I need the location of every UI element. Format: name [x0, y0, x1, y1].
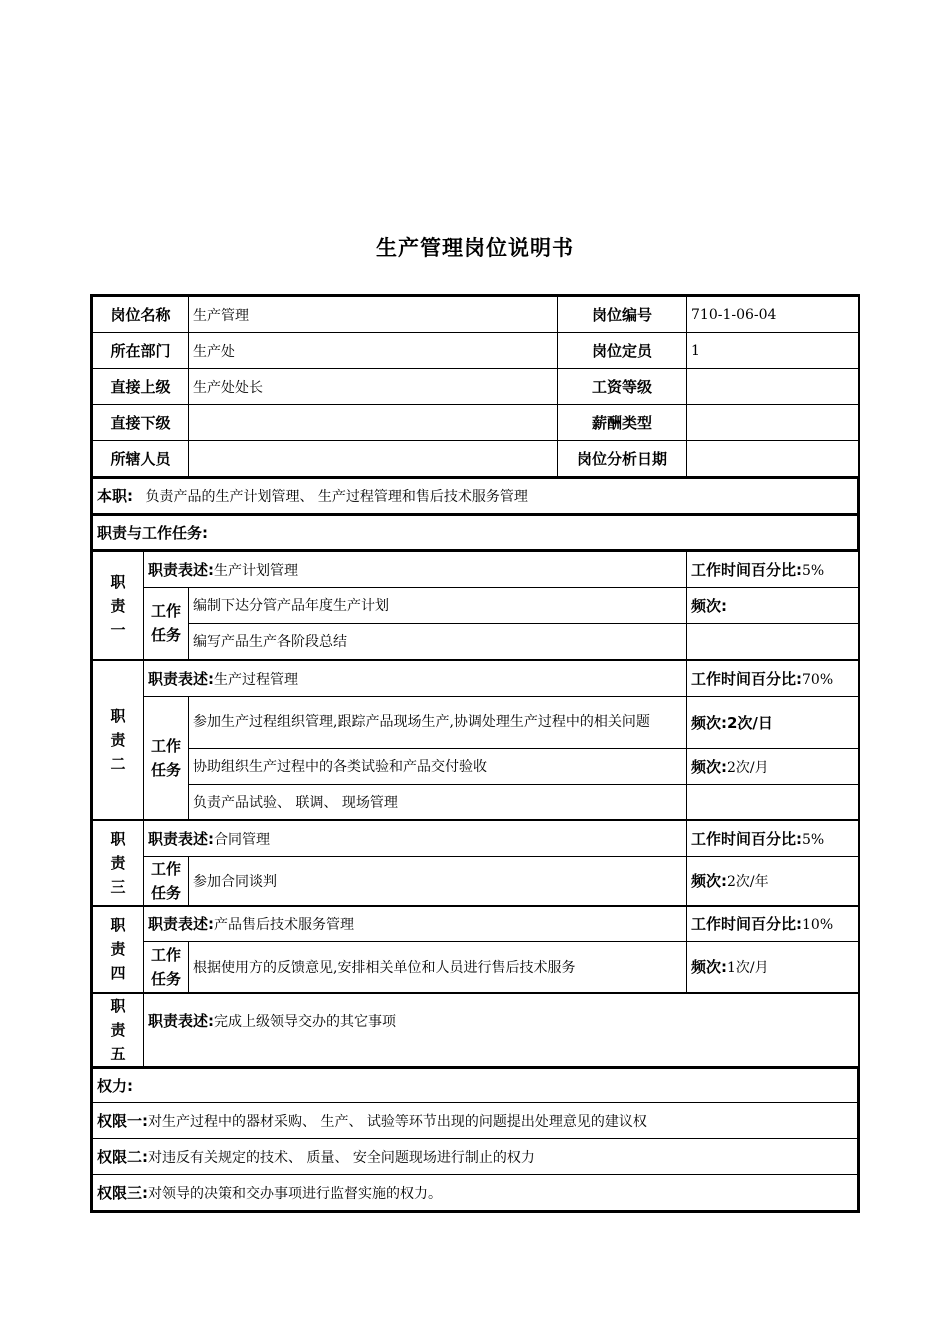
subordinate-label: 直接下级: [93, 405, 189, 441]
staff-label: 所辖人员: [93, 441, 189, 477]
superior-label: 直接上级: [93, 369, 189, 405]
salary-grade-label: 工资等级: [558, 369, 687, 405]
dept-label: 所在部门: [93, 333, 189, 369]
duty-2-task-3-freq: [687, 784, 859, 820]
duties-table: [92, 550, 859, 1067]
core-duty-label: 本职:: [97, 487, 133, 506]
duty-1-task-2: 编写产品生产各阶段总结: [189, 623, 687, 660]
duty-3-desc: 职责表述:合同管理: [144, 820, 687, 856]
power-header: 权力:: [93, 1068, 858, 1103]
core-duty-table: [92, 477, 858, 514]
duty-3-name: 职 责 三: [93, 820, 144, 906]
power-2: 权限二:对违反有关规定的技术、 质量、 安全问题现场进行制止的权力: [93, 1139, 858, 1175]
job-description-form: [90, 294, 860, 1213]
subordinate-value: [189, 405, 558, 441]
power-3: 权限三:对领导的决策和交办事项进行监督实施的权力。: [93, 1175, 858, 1211]
powers-table: [92, 1067, 858, 1212]
pay-type-value: [687, 405, 859, 441]
duty-4-task-label: 工作 任务: [144, 942, 189, 993]
headcount-label: 岗位定员: [558, 333, 687, 369]
dept-value: 生产处: [189, 333, 558, 369]
superior-value: 生产处处长: [189, 369, 558, 405]
duty-2-pct: 工作时间百分比:70%: [687, 660, 859, 696]
duty-5-desc: 职责表述:完成上级领导交办的其它事项: [144, 993, 859, 1067]
duty-3-task-1-freq: 频次:2次/年: [687, 856, 859, 906]
core-duty-text: 负责产品的生产计划管理、 生产过程管理和售后技术服务管理: [145, 489, 528, 506]
duty-1-pct: 工作时间百分比:5%: [687, 551, 859, 587]
headcount-value: 1: [687, 333, 859, 369]
duty-1-task-1: 编制下达分管产品年度生产计划: [189, 587, 687, 623]
duty-2-task-2: 协助组织生产过程中的各类试验和产品交付验收: [189, 748, 687, 784]
duties-header-table: [92, 514, 858, 551]
duty-3-task-label: 工作 任务: [144, 856, 189, 906]
page-title: 生产管理岗位说明书: [376, 236, 574, 260]
salary-grade-value: [687, 369, 859, 405]
duty-1-task-1-freq: 频次:: [687, 587, 859, 623]
duties-header: 职责与工作任务:: [93, 515, 858, 550]
duty-4-task-1: 根据使用方的反馈意见,安排相关单位和人员进行售后技术服务: [189, 942, 687, 993]
duty-1-desc: 职责表述:生产计划管理: [144, 551, 687, 587]
duty-3-pct: 工作时间百分比:5%: [687, 820, 859, 856]
duty-2-task-label: 工作 任务: [144, 696, 189, 820]
duty-1-task-2-freq: [687, 623, 859, 660]
duty-2-task-1-freq: 频次:2次/日: [687, 696, 859, 748]
staff-value: [189, 441, 558, 477]
basic-info-table: [92, 296, 859, 477]
duty-4-name: 职 责 四: [93, 906, 144, 993]
analysis-date-label: 岗位分析日期: [558, 441, 687, 477]
job-name-value: 生产管理: [189, 297, 558, 333]
duty-1-name: 职 责 一: [93, 551, 144, 660]
job-name-label: 岗位名称: [93, 297, 189, 333]
duty-3-task-1: 参加合同谈判: [189, 856, 687, 906]
duty-4-pct: 工作时间百分比:10%: [687, 906, 859, 942]
duty-1-task-label: 工作 任务: [144, 587, 189, 660]
job-code-label: 岗位编号: [558, 297, 687, 333]
duty-4-task-1-freq: 频次:1次/月: [687, 942, 859, 993]
duty-2-task-1: 参加生产过程组织管理,跟踪产品现场生产,协调处理生产过程中的相关问题: [189, 696, 687, 748]
duty-2-desc: 职责表述:生产过程管理: [144, 660, 687, 696]
duty-2-name: 职 责 二: [93, 660, 144, 820]
duty-4-desc: 职责表述:产品售后技术服务管理: [144, 906, 687, 942]
pay-type-label: 薪酬类型: [558, 405, 687, 441]
job-code-value: 710-1-06-04: [687, 297, 859, 333]
power-1: 权限一:对生产过程中的器材采购、 生产、 试验等环节出现的问题提出处理意见的建议权: [93, 1103, 858, 1139]
duty-2-task-2-freq: 频次:2次/月: [687, 748, 859, 784]
core-duty-row: [93, 478, 858, 513]
analysis-date-value: [687, 441, 859, 477]
duty-5-name: 职 责 五: [93, 993, 144, 1067]
duty-2-task-3: 负责产品试验、 联调、 现场管理: [189, 784, 687, 820]
